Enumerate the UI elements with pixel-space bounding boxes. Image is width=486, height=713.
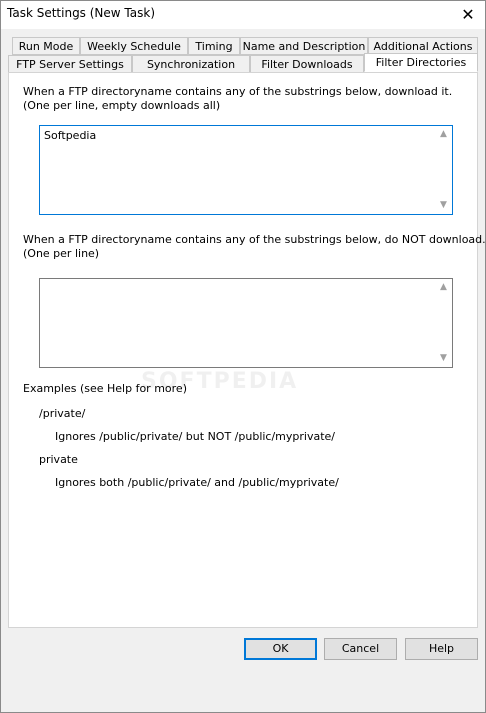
example2-description: Ignores both /public/private/ and /public/myprivate/: [55, 476, 339, 489]
exclude-substrings-textarea[interactable]: [39, 278, 453, 368]
example1-pattern: /private/: [39, 407, 86, 420]
tab-additional-actions[interactable]: Additional Actions: [368, 37, 478, 55]
tab-ftp-server-settings[interactable]: FTP Server Settings: [8, 55, 132, 73]
chevron-down-icon[interactable]: ▼: [440, 200, 447, 210]
tab-synchronization[interactable]: Synchronization: [132, 55, 250, 73]
include-label-line1: When a FTP directoryname contains any of the substrings below, download it.: [23, 85, 453, 98]
watermark: SOFTPEDIA: [141, 369, 299, 394]
title-bar: [1, 1, 485, 29]
exclude-label-line1: When a FTP directoryname contains any of the substrings below, do NOT download.: [23, 233, 486, 246]
chevron-up-icon[interactable]: ▲: [440, 129, 447, 139]
tab-filter-downloads[interactable]: Filter Downloads: [250, 55, 364, 73]
cancel-button[interactable]: Cancel: [324, 638, 397, 660]
example2-pattern: private: [39, 453, 78, 466]
tab-name-and-description[interactable]: Name and Description: [240, 37, 368, 55]
tab-filter-directories[interactable]: Filter Directories: [364, 53, 478, 72]
ok-button[interactable]: OK: [244, 638, 317, 660]
filter-directories-panel: [8, 72, 486, 628]
examples-heading: Examples (see Help for more): [23, 382, 187, 395]
chevron-down-icon[interactable]: ▼: [440, 353, 447, 363]
tab-run-mode[interactable]: Run Mode: [12, 37, 80, 55]
include-scrollbar[interactable]: [435, 126, 452, 214]
chevron-up-icon[interactable]: ▲: [440, 282, 447, 292]
window-title: Task Settings (New Task): [7, 6, 155, 20]
help-button[interactable]: Help: [405, 638, 478, 660]
close-icon[interactable]: ✕: [461, 5, 475, 24]
include-substrings-textarea[interactable]: [39, 125, 453, 215]
tab-weekly-schedule[interactable]: Weekly Schedule: [80, 37, 188, 55]
include-substrings-value: Softpedia: [44, 129, 97, 142]
exclude-label-line2: (One per line): [23, 247, 100, 260]
include-label-line2: (One per line, empty downloads all): [23, 99, 221, 112]
tab-timing[interactable]: Timing: [188, 37, 240, 55]
exclude-scrollbar[interactable]: [435, 279, 452, 367]
example1-description: Ignores /public/private/ but NOT /public/myprivate/: [55, 430, 336, 443]
